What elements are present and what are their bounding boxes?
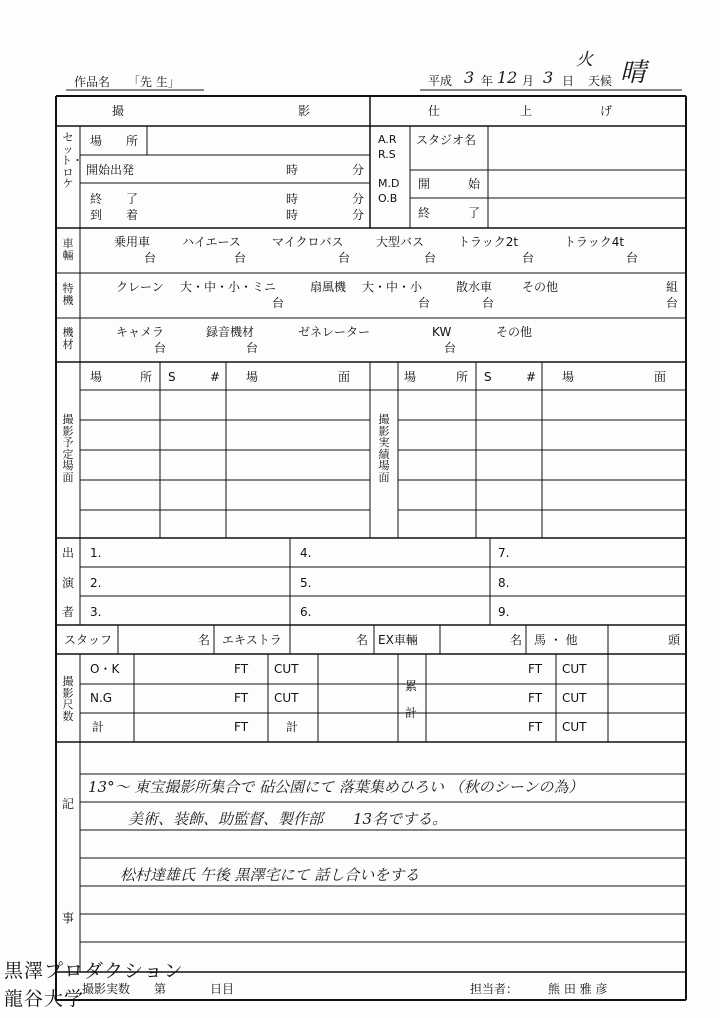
cast-number: 1. xyxy=(90,546,102,560)
vehicle-item: マイクロバス xyxy=(272,235,344,249)
scene-scene-b-2: 面 xyxy=(654,370,667,384)
weekday-value: 火 xyxy=(576,50,593,70)
notes-side-2: 事 xyxy=(62,911,75,925)
scene-place-a: 場 xyxy=(90,370,103,384)
equipment-item: その他 xyxy=(496,325,533,339)
shoot-days-label-a: 撮影実数 xyxy=(82,982,131,996)
day-unit: 日 xyxy=(562,74,575,88)
weather-label: 天候 xyxy=(588,74,613,88)
staff-unit: 名 xyxy=(198,633,211,647)
notes-line-1: 13°～ 東宝撮影所集合で 砧公園にて 落葉集めひろい （秋のシーンの為） xyxy=(88,778,584,796)
equipment-item: KW xyxy=(432,325,452,339)
studio-end-b: 了 xyxy=(468,206,481,220)
actual-scenes-side-label: 撮影実績場面 xyxy=(378,413,390,484)
start-depart-label: 開始出発 xyxy=(86,163,135,177)
cast-number: 7. xyxy=(498,546,510,560)
studio-start-b: 始 xyxy=(468,177,481,191)
special-item: 大・中・小 xyxy=(362,280,423,294)
ft-label: FT xyxy=(234,662,249,676)
scene-s-label-2: S xyxy=(484,370,492,384)
studio-name-label: スタジオ名 xyxy=(416,133,477,147)
vehicle-unit: 台 xyxy=(144,251,157,265)
special-item: 散水車 xyxy=(456,280,493,294)
weather-value: 晴 xyxy=(620,58,647,88)
studio-start-a: 開 xyxy=(418,177,431,191)
notes-line-2: 美術、装飾、助監督、製作部 13名でする。 xyxy=(128,810,448,828)
era-label: 平成 xyxy=(428,74,453,88)
shooting-col-b: 影 xyxy=(298,104,311,118)
hour-label-2: 時 xyxy=(286,192,299,206)
special-side-label: 特機 xyxy=(62,282,74,307)
special-unit: 台 xyxy=(482,296,495,310)
notes-side-1: 記 xyxy=(62,797,75,811)
mdob-label-a: M.D xyxy=(378,177,400,190)
title-value: 「先 生」 xyxy=(128,75,180,89)
ars-label-a: A.R xyxy=(378,133,397,146)
special-item: 大・中・小・ミニ xyxy=(180,280,277,294)
scene-scene-a: 場 xyxy=(246,370,259,384)
special-unit: 台 xyxy=(418,296,431,310)
staff-label: スタッフ xyxy=(64,633,113,647)
vehicle-item: ハイエース xyxy=(182,235,241,249)
cumulative-label-a: 累 xyxy=(405,679,418,693)
shoot-days-label-b: 第 xyxy=(154,982,167,996)
cast-number: 4. xyxy=(300,546,312,560)
vehicle-item: トラック2t xyxy=(458,235,519,249)
watermark-line-1: 黒澤プロダクション xyxy=(4,960,184,982)
cast-side-1: 出 xyxy=(62,546,75,560)
scene-num-label: # xyxy=(210,370,221,384)
hour-label-3: 時 xyxy=(286,208,299,222)
ok-label: O・K xyxy=(90,662,120,676)
minute-label-2: 分 xyxy=(352,192,365,206)
vehicle-unit: 台 xyxy=(424,251,437,265)
shoot-days-label-c: 日目 xyxy=(210,982,235,996)
ft-label: FT xyxy=(528,662,543,676)
cut-label: CUT xyxy=(562,691,587,705)
footage-side-label: 撮影尺数 xyxy=(62,675,74,723)
cast-number: 2. xyxy=(90,576,102,590)
cut-label: CUT xyxy=(274,691,299,705)
ex-car-unit: 名 xyxy=(510,633,523,647)
vehicle-unit: 台 xyxy=(626,251,639,265)
scene-s-label: S xyxy=(168,370,176,384)
horse-label: 馬 ・ 他 xyxy=(534,633,578,647)
equipment-unit: 台 xyxy=(154,341,167,355)
equipment-side-label: 機材 xyxy=(62,326,74,351)
ex-car-label: EX車輛 xyxy=(378,633,418,647)
equipment-item: 録音機材 xyxy=(206,325,255,339)
equipment-unit: 台 xyxy=(444,341,457,355)
vehicle-unit: 台 xyxy=(522,251,535,265)
special-unit: 台 xyxy=(272,296,285,310)
cut-label: CUT xyxy=(562,662,587,676)
cut-label: CUT xyxy=(274,662,299,676)
ft-label: FT xyxy=(234,691,249,705)
planned-scenes-side-label: 撮影予定場面 xyxy=(62,413,74,484)
total-label: 計 xyxy=(92,720,105,734)
minute-label-3: 分 xyxy=(352,208,365,222)
cast-side-2: 演 xyxy=(62,576,75,590)
total-label-2: 計 xyxy=(286,720,299,734)
arrive-label-a: 到 xyxy=(90,208,103,222)
mdob-label-b: O.B xyxy=(378,192,398,205)
watermark-line-2: 龍谷大学 xyxy=(4,988,85,1010)
finishing-col-b: 上 xyxy=(520,104,533,118)
shooting-col-a: 撮 xyxy=(112,104,125,118)
year-unit: 年 xyxy=(481,74,494,88)
special-item: クレーン xyxy=(116,280,164,294)
place-label-b: 所 xyxy=(126,134,139,148)
set-loca-side-label: セット・ロケ xyxy=(61,131,83,191)
equipment-unit: 台 xyxy=(246,341,259,355)
cast-number: 9. xyxy=(498,605,510,619)
scene-place-a-2: 場 xyxy=(404,370,417,384)
ars-label-b: R.S xyxy=(378,148,396,161)
cumulative-label-b: 計 xyxy=(405,706,418,720)
vehicle-item: トラック4t xyxy=(564,235,625,249)
special-item: 扇風機 xyxy=(310,280,347,294)
year-value: 3 xyxy=(464,68,475,87)
month-value: 12 xyxy=(497,68,518,87)
cast-number: 5. xyxy=(300,576,312,590)
person-in-charge-label: 担当者： xyxy=(470,982,519,996)
day-value: 3 xyxy=(543,68,554,87)
hour-label-1: 時 xyxy=(286,163,299,177)
scene-scene-a-2: 場 xyxy=(562,370,575,384)
extra-unit: 名 xyxy=(356,633,369,647)
extra-label: エキストラ xyxy=(222,633,282,647)
ng-label: N.G xyxy=(90,691,113,705)
month-unit: 月 xyxy=(522,74,535,88)
ft-label: FT xyxy=(528,691,543,705)
ft-label: FT xyxy=(234,720,249,734)
special-unit: 台 xyxy=(666,296,679,310)
place-label-a: 場 xyxy=(90,134,103,148)
special-unit-group: 組 xyxy=(666,280,679,294)
vehicle-item: 大型バス xyxy=(376,235,425,249)
end-label-a: 終 xyxy=(90,192,103,206)
person-in-charge-name: 熊 田 雅 彦 xyxy=(548,982,608,996)
special-item: その他 xyxy=(522,280,559,294)
finishing-col-a: 仕 xyxy=(428,104,441,118)
end-label-b: 了 xyxy=(126,192,139,206)
title-label: 作品名 xyxy=(74,75,111,89)
scene-scene-b: 面 xyxy=(338,370,351,384)
cast-side-3: 者 xyxy=(62,605,75,619)
finishing-col-c: げ xyxy=(600,104,613,118)
notes-line-3: 松村達雄氏 午後 黒澤宅にて 話し合いをする xyxy=(120,866,420,884)
equipment-item: ゼネレーター xyxy=(298,325,371,339)
vehicles-side-label: 車輛 xyxy=(62,237,74,262)
scene-place-b-2: 所 xyxy=(456,370,469,384)
cast-number: 8. xyxy=(498,576,510,590)
minute-label-1: 分 xyxy=(352,163,365,177)
horse-unit: 頭 xyxy=(668,633,681,647)
arrive-label-b: 着 xyxy=(126,208,139,222)
cut-label: CUT xyxy=(562,720,587,734)
ft-label: FT xyxy=(528,720,543,734)
vehicle-unit: 台 xyxy=(234,251,247,265)
vehicle-unit: 台 xyxy=(338,251,351,265)
cast-number: 3. xyxy=(90,605,102,619)
scene-place-b: 所 xyxy=(140,370,153,384)
equipment-item: キャメラ xyxy=(116,325,165,339)
vehicle-item: 乗用車 xyxy=(114,235,151,249)
studio-end-a: 終 xyxy=(418,206,431,220)
scene-num-label-2: # xyxy=(526,370,537,384)
cast-number: 6. xyxy=(300,605,312,619)
